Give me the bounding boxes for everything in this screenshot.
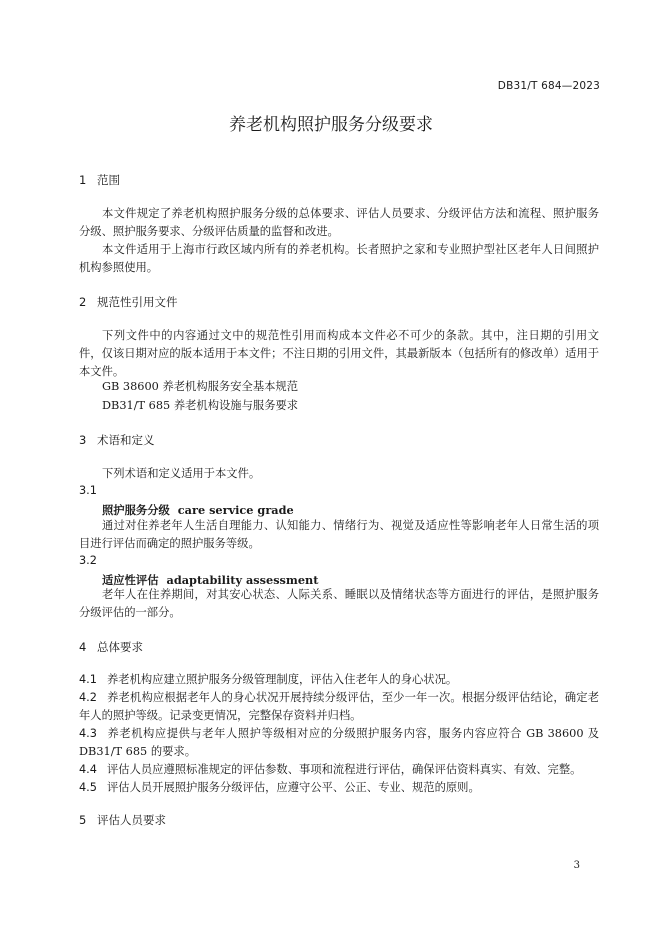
section-number: 3 [79,433,87,447]
clause-4-3 [79,725,599,761]
clause-4-5 [79,779,599,797]
normative-references-paragraph: 下列文件中的内容通过文中的规范性引用而构成本文件必不可少的条款。其中，注日期的引用文件，仅该日期对应的版本适用于本文件；不注日期的引用文件，其最新版本（包括所有的修改单）适用于本文件。 [79,329,599,378]
document-title: 养老机构照护服务分级要求 [229,115,433,135]
reference-item: DB31/T 685 养老机构设施与服务要求 [102,399,299,412]
clause-4-4 [79,761,599,779]
scope-paragraph-2: 本文件适用于上海市行政区域内所有的养老机构。长者照护之家和专业照护型社区老年人日间照护机构参照使用。 [79,243,599,274]
term-cn: 照护服务分级 [102,504,170,517]
section-1-heading [79,172,120,188]
clause-number: 4.1 [79,673,97,686]
clause-4-1 [79,671,599,689]
clause-text: 评估人员开展照护服务分级评估，应遵守公平、公正、专业、规范的原则。 [106,781,480,794]
clause-number: 4.4 [79,763,97,776]
section-number: 4 [79,640,87,654]
term-definition: 通过对住养老年人生活自理能力、认知能力、情绪行为、视觉及适应性等影响老年人日常生活的项目进行评估而确定的照护服务等级。 [79,519,599,550]
page-number: 3 [573,860,580,871]
section-number: 5 [79,813,87,827]
clause-text: 养老机构应提供与老年人照护等级相对应的分级照护服务内容，服务内容应符合 GB 38600 及 DB31/T 685 的要求。 [79,727,599,758]
clause-number: 4.5 [79,781,97,794]
standard-code: DB31/T 684—2023 [497,80,600,92]
section-number: 2 [79,295,87,309]
clause-4-2 [79,689,599,725]
section-2-heading [79,294,178,310]
scope-paragraph-1: 本文件规定了养老机构照护服务分级的总体要求、评估人员要求、分级评估方法和流程、照护服务分级、照护服务要求、分级评估质量的监督和改进。 [79,207,599,238]
section-title: 总体要求 [97,640,143,654]
term-number: 3.2 [79,554,97,567]
section-3-heading [79,432,155,448]
term-en: care service grade [177,503,294,517]
section-4-heading [79,639,143,655]
section-5-heading [79,812,166,828]
term-title [102,502,294,518]
clause-number: 4.3 [79,727,97,740]
clause-text: 评估人员应遵照标准规定的评估参数、事项和流程进行评估，确保评估资料真实、有效、完整。 [106,763,582,776]
section-title: 评估人员要求 [97,813,166,827]
clause-text: 养老机构应建立照护服务分级管理制度，评估入住老年人的身心状况。 [106,673,458,686]
section-title: 范围 [97,173,120,187]
term-number: 3.1 [79,484,97,497]
clause-text: 养老机构应根据老年人的身心状况开展持续分级评估，至少一年一次。根据分级评估结论，确定老年人的照护等级。记录变更情况，完整保存资料并归档。 [79,691,599,722]
terms-intro: 下列术语和定义适用于本文件。 [102,467,261,480]
section-title: 规范性引用文件 [97,295,178,309]
reference-item: GB 38600 养老机构服务安全基本规范 [102,380,299,393]
clause-number: 4.2 [79,691,97,704]
term-cn: 适应性评估 [102,574,159,587]
section-title: 术语和定义 [97,433,155,447]
term-en: adaptability assessment [166,573,319,587]
term-definition: 老年人在住养期间，对其安心状态、人际关系、睡眠以及情绪状态等方面进行的评估，是照护服务分级评估的一部分。 [79,588,599,619]
section-number: 1 [79,173,87,187]
